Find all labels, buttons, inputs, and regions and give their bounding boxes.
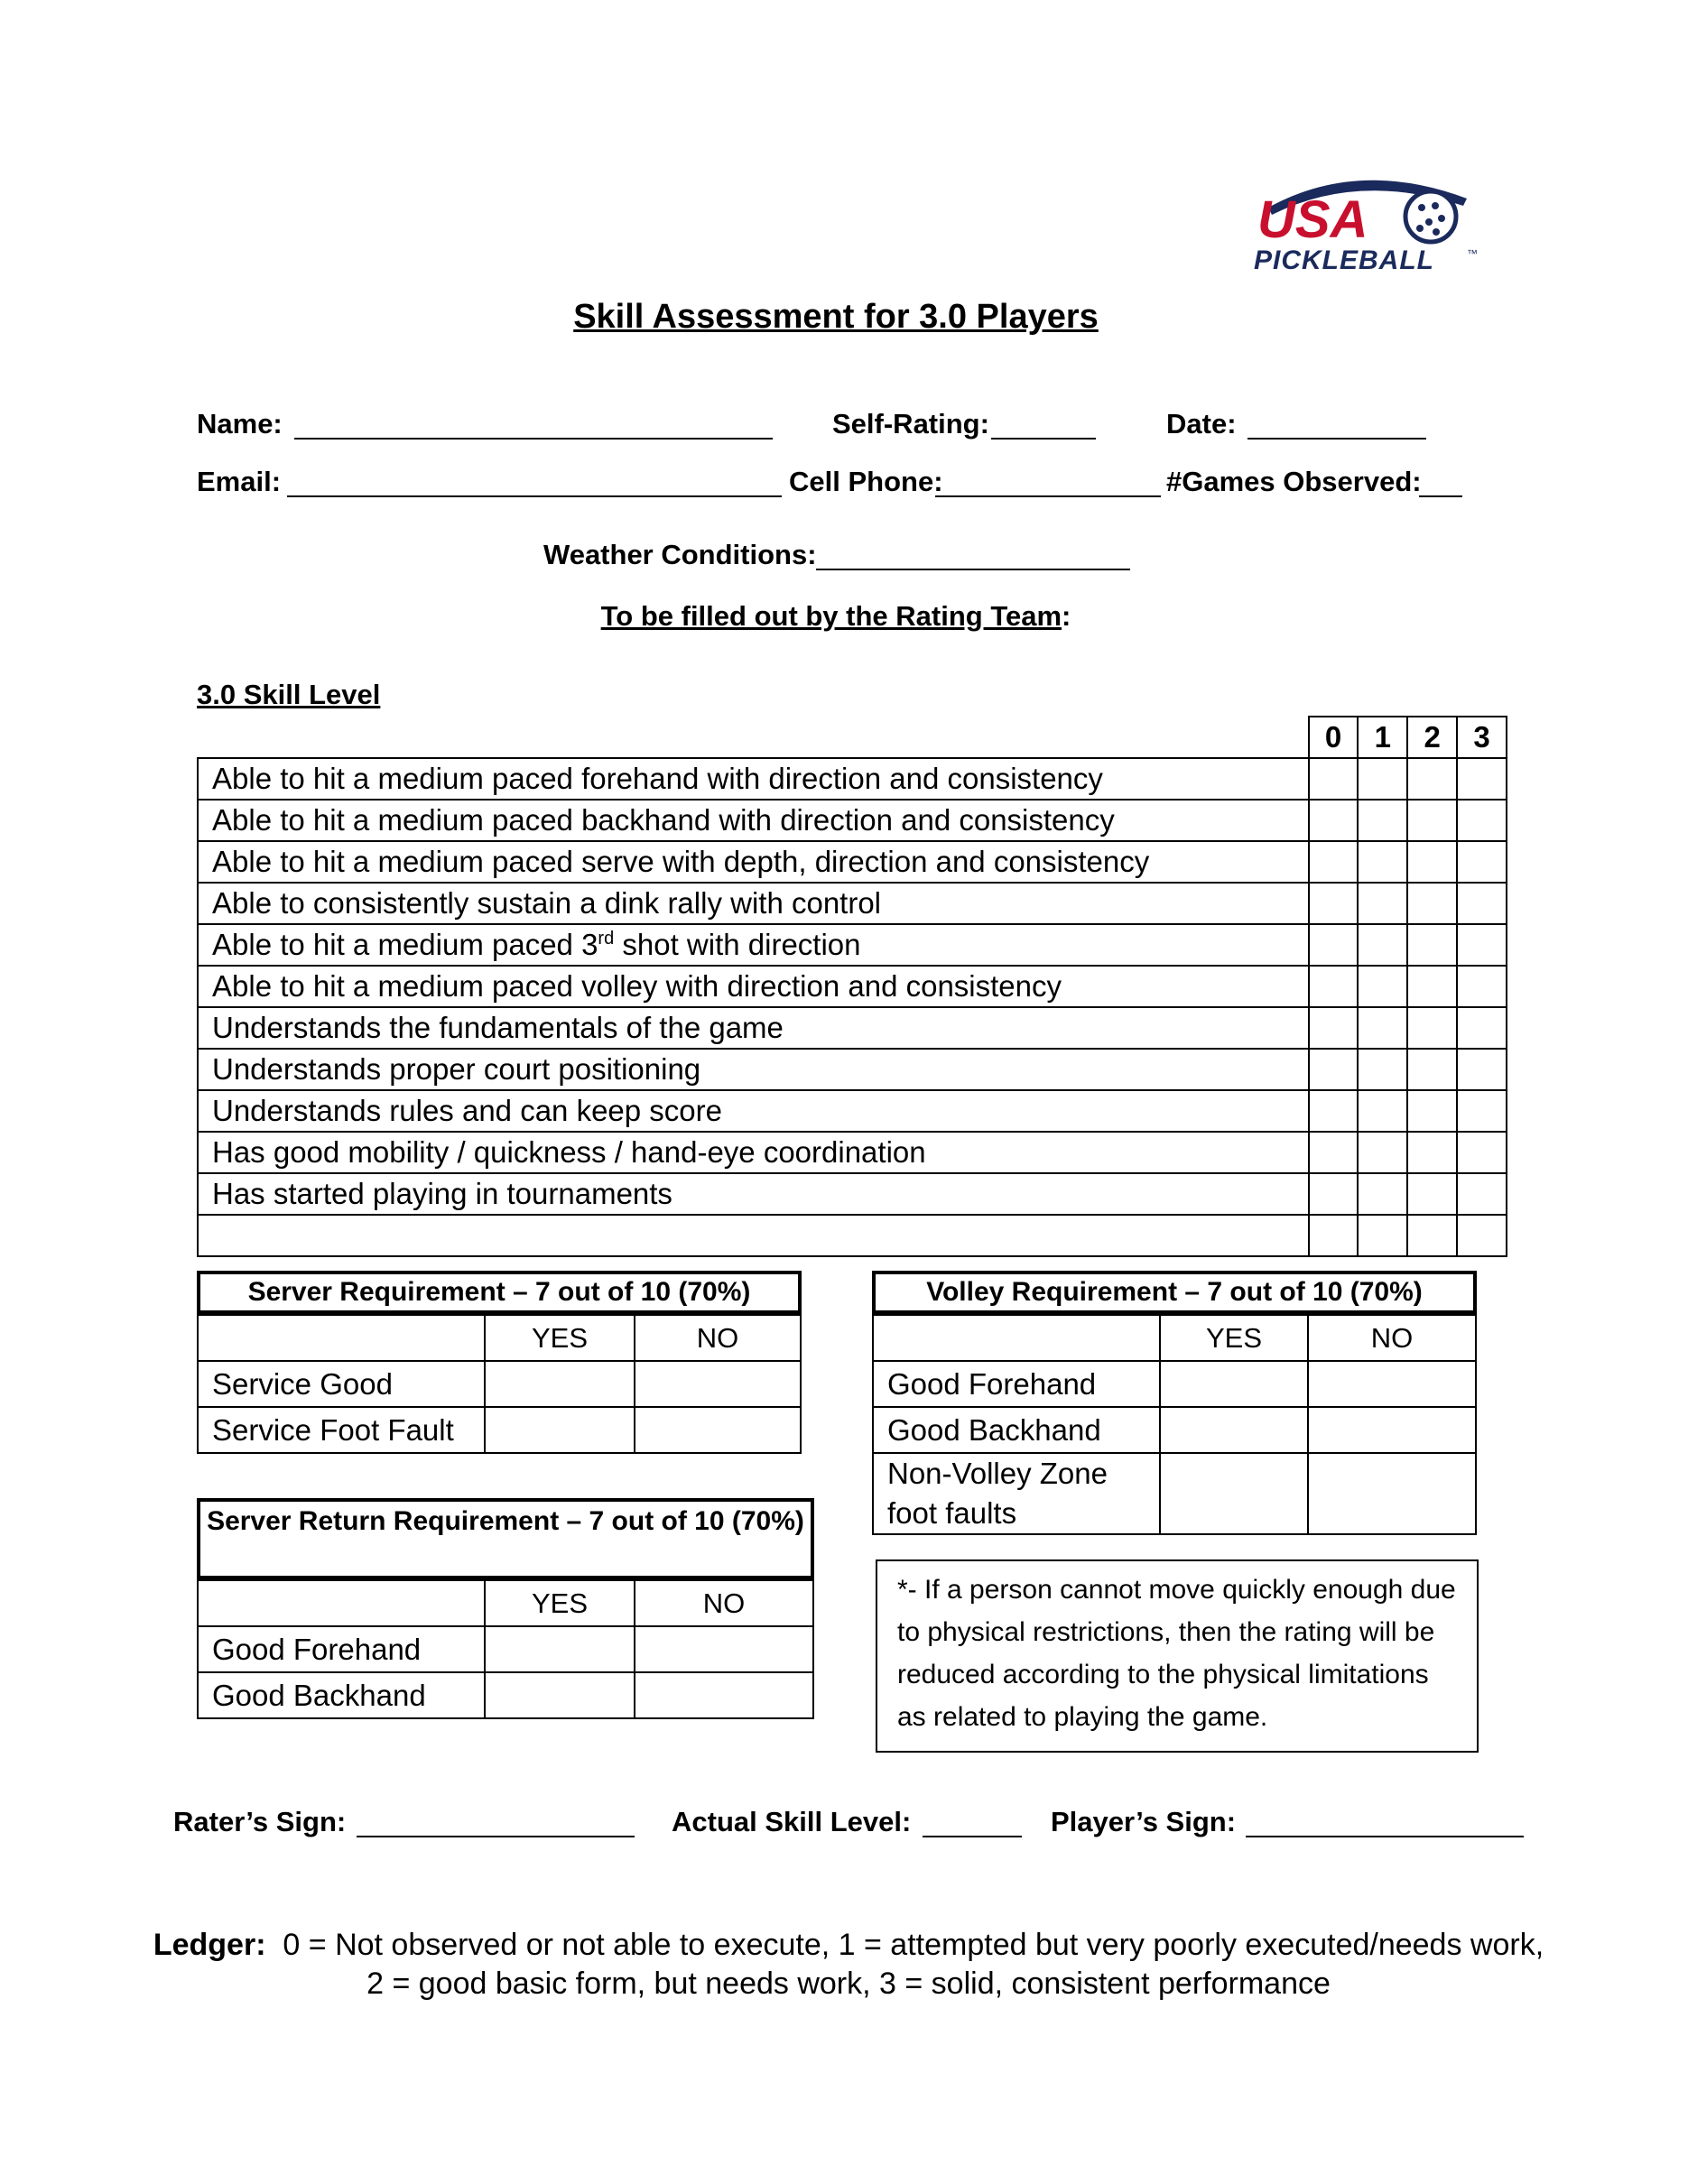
score-cell[interactable] [1358,1132,1407,1173]
skill-label: Able to consistently sustain a dink rally with control [198,883,1309,924]
score-cell[interactable] [1457,966,1507,1007]
skill-label [198,1215,1309,1256]
score-cell[interactable] [1457,800,1507,841]
rating-team-heading: To be filled out by the Rating Team: [600,600,1071,632]
score-cell[interactable] [1457,1007,1507,1049]
ledger-line1: 0 = Not observed or not able to execute, 1 = attempted but very poorly executed/needs work, [283,1928,1544,1962]
email-label: Email: [197,466,282,497]
date-label: Date: [1166,408,1237,440]
requirement-row [873,1453,1476,1534]
volley-requirement-section [872,1271,1477,1535]
server-return-requirement-section [197,1498,814,1719]
score-cell[interactable] [1457,1215,1507,1256]
date-field[interactable] [1247,411,1426,440]
score-header-1: 1 [1358,717,1407,758]
score-cell[interactable] [1309,924,1359,966]
score-cell[interactable] [1457,1173,1507,1215]
skill-label: Able to hit a medium paced serve with depth, direction and consistency [198,841,1309,883]
score-header-0: 0 [1309,717,1359,758]
score-cell[interactable] [1358,841,1407,883]
page-title: Skill Assessment for 3.0 Players [573,298,1099,336]
volley-requirement-title: Volley Requirement – 7 out of 10 (70%) [872,1271,1477,1314]
actual-skill-level-label: Actual Skill Level: [672,1806,912,1837]
skill-row [198,883,1507,924]
self-rating-label: Self-Rating: [832,408,989,440]
skill-row [198,966,1507,1007]
skill-label: Able to hit a medium paced backhand with direction and consistency [198,800,1309,841]
email-field[interactable] [287,468,782,497]
yes-cell[interactable] [1160,1361,1308,1407]
score-cell[interactable] [1407,1215,1457,1256]
player-sign-field[interactable] [1246,1809,1524,1837]
score-cell[interactable] [1407,924,1457,966]
score-cell[interactable] [1309,1173,1359,1215]
skill-row [198,800,1507,841]
score-cell[interactable] [1358,924,1407,966]
requirement-label: Good Backhand [198,1672,485,1718]
yes-cell[interactable] [485,1407,635,1453]
skill-row [198,924,1507,966]
no-header: NO [635,1315,801,1361]
skill-row [198,1049,1507,1090]
score-cell[interactable] [1309,758,1359,800]
yes-cell[interactable] [1160,1453,1308,1534]
yes-header: YES [1160,1315,1308,1361]
score-cell[interactable] [1457,883,1507,924]
requirement-label: Non-Volley Zone foot faults [873,1453,1160,1534]
score-cell[interactable] [1309,1049,1359,1090]
score-cell[interactable] [1407,1173,1457,1215]
score-cell[interactable] [1358,966,1407,1007]
ledger-line2: 2 = good basic form, but needs work, 3 = solid, consistent performance [366,1967,1331,2001]
skill-label: Understands rules and can keep score [198,1090,1309,1132]
logo-pickleball-text: PICKLEBALL [1254,245,1434,275]
score-cell[interactable] [1407,1007,1457,1049]
yes-cell[interactable] [485,1672,635,1718]
games-observed-label: #Games Observed: [1166,466,1422,497]
requirement-label: Service Good [198,1361,485,1407]
score-cell[interactable] [1309,883,1359,924]
score-cell[interactable] [1309,966,1359,1007]
score-header-3: 3 [1457,717,1507,758]
ledger-label: Ledger [153,1928,256,1962]
skill-label: Able to hit a medium paced 3rd shot with direction [198,924,1309,966]
yes-cell[interactable] [485,1361,635,1407]
score-cell[interactable] [1309,841,1359,883]
requirement-label: Good Forehand [873,1361,1160,1407]
skill-level-heading: 3.0 Skill Level [197,679,381,710]
no-header: NO [1308,1315,1476,1361]
skill-row [198,1132,1507,1173]
skill-row [198,841,1507,883]
skill-row [198,1007,1507,1049]
no-cell[interactable] [1308,1407,1476,1453]
score-cell[interactable] [1358,1090,1407,1132]
no-header: NO [635,1580,813,1626]
score-cell[interactable] [1407,841,1457,883]
cell-phone-label: Cell Phone: [789,466,943,497]
server-return-requirement-title: Server Return Requirement – 7 out of 10 (70%) [197,1498,814,1579]
yes-cell[interactable] [485,1626,635,1672]
skill-label: Able to hit a medium paced volley with direction and consistency [198,966,1309,1007]
score-cell[interactable] [1407,883,1457,924]
score-cell[interactable] [1407,758,1457,800]
server-requirement-section [197,1271,802,1454]
self-rating-field[interactable] [991,411,1096,440]
score-cell[interactable] [1358,1173,1407,1215]
score-header-2: 2 [1407,717,1457,758]
score-cell[interactable] [1407,1049,1457,1090]
physical-restriction-note: *- If a person cannot move quickly enough due to physical restrictions, then the rating will be reduced according to the physical limitations as related to playing the game. [876,1559,1479,1753]
no-cell[interactable] [1308,1361,1476,1407]
logo-tm: ™ [1467,247,1478,260]
no-cell[interactable] [635,1672,813,1718]
score-cell[interactable] [1358,1215,1407,1256]
skills-table [197,716,1507,1257]
requirement-row [873,1407,1476,1453]
logo-usa-text: USA [1257,190,1368,249]
score-cell[interactable] [1407,1090,1457,1132]
no-cell[interactable] [1308,1453,1476,1534]
requirement-row [198,1361,801,1407]
no-cell[interactable] [635,1361,801,1407]
skill-label: Has started playing in tournaments [198,1173,1309,1215]
skill-label: Has good mobility / quickness / hand-eye coordination [198,1132,1309,1173]
score-cell[interactable] [1407,1132,1457,1173]
server-requirement-title: Server Requirement – 7 out of 10 (70%) [197,1271,802,1314]
requirement-row [198,1672,813,1718]
skill-row [198,758,1507,800]
score-cell[interactable] [1309,1132,1359,1173]
skill-label: Understands proper court positioning [198,1049,1309,1090]
games-observed-field[interactable] [1419,468,1462,497]
cell-phone-field[interactable] [935,468,1161,497]
skill-row-blank [198,1215,1507,1256]
skill-label: Understands the fundamentals of the game [198,1007,1309,1049]
score-cell[interactable] [1309,1090,1359,1132]
score-cell[interactable] [1457,1132,1507,1173]
score-cell[interactable] [1457,758,1507,800]
no-cell[interactable] [635,1626,813,1672]
score-cell[interactable] [1309,1215,1359,1256]
score-cell[interactable] [1407,800,1457,841]
weather-label: Weather Conditions: [543,539,817,570]
name-field[interactable] [294,411,773,440]
yes-header: YES [485,1580,635,1626]
ledger: Ledger: 0 = Not observed or not able to execute, 1 = attempted but very poorly executed/needs work, 2 = good basic form, but needs work, 3 = solid, consistent performance [0,1926,1688,2004]
score-cell[interactable] [1358,800,1407,841]
rater-sign-label: Rater’s Sign: [173,1806,347,1837]
score-cell[interactable] [1457,841,1507,883]
actual-skill-level-field[interactable] [923,1809,1022,1837]
score-cell[interactable] [1309,1007,1359,1049]
requirement-row [198,1407,801,1453]
skill-row [198,1173,1507,1215]
requirement-row [198,1626,813,1672]
yes-header: YES [485,1315,635,1361]
name-label: Name: [197,408,283,440]
requirement-label: Good Backhand [873,1407,1160,1453]
requirement-label: Service Foot Fault [198,1407,485,1453]
no-cell[interactable] [635,1407,801,1453]
skill-label: Able to hit a medium paced forehand with direction and consistency [198,758,1309,800]
score-cell[interactable] [1358,883,1407,924]
yes-cell[interactable] [1160,1407,1308,1453]
score-cell[interactable] [1407,966,1457,1007]
requirement-row [873,1361,1476,1407]
player-sign-label: Player’s Sign: [1051,1806,1237,1837]
score-cell[interactable] [1358,1049,1407,1090]
score-cell[interactable] [1358,1007,1407,1049]
weather-field[interactable] [816,541,1130,570]
score-cell[interactable] [1457,1090,1507,1132]
usa-pickleball-logo [1250,162,1485,280]
score-cell[interactable] [1457,924,1507,966]
score-cell[interactable] [1358,758,1407,800]
skill-row [198,1090,1507,1132]
rater-sign-field[interactable] [357,1809,635,1837]
score-cell[interactable] [1457,1049,1507,1090]
requirement-label: Good Forehand [198,1626,485,1672]
score-cell[interactable] [1309,800,1359,841]
